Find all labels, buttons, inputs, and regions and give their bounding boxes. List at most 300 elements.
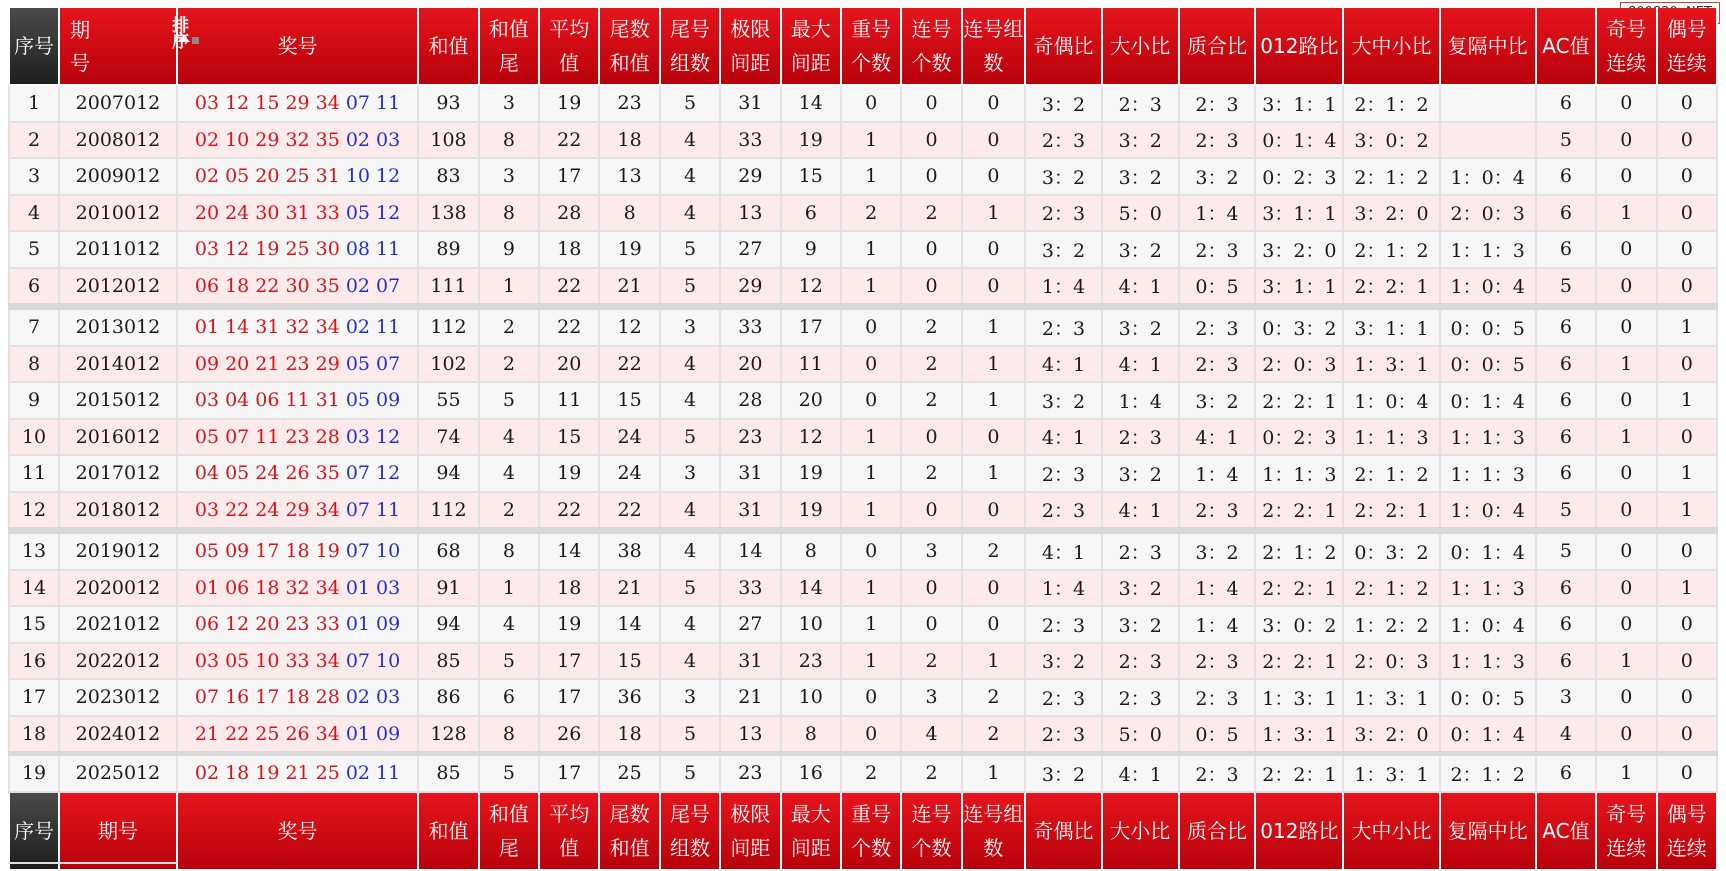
header-period[interactable] xyxy=(59,8,190,85)
front-ball: 18 xyxy=(225,762,250,785)
front-ball: 30 xyxy=(285,274,310,297)
cell-big-mid-small: 3：2：0 xyxy=(1343,195,1439,232)
back-ball: 07 xyxy=(345,92,371,115)
back-ball: 12 xyxy=(376,201,401,224)
table-row xyxy=(9,606,1717,643)
cell-consec-count: 0 xyxy=(901,606,961,643)
footer-consec-groups: 连号组数 xyxy=(962,792,1025,870)
cell-big-mid-small: 2：1：2 xyxy=(1343,570,1439,607)
cell-road012: 0：2：3 xyxy=(1255,158,1343,195)
cell-even-consec: 0 xyxy=(1657,231,1718,268)
cell-consec-groups: 1 xyxy=(962,643,1025,680)
cell-sum-tail: 2 xyxy=(479,307,539,346)
front-ball: 30 xyxy=(315,238,340,261)
front-ball: 29 xyxy=(285,92,310,115)
back-ball: 11 xyxy=(376,762,401,785)
cell-numbers xyxy=(177,492,419,531)
front-ball: 33 xyxy=(285,649,310,672)
front-ball: 34 xyxy=(315,92,340,115)
cell-even-consec: 0 xyxy=(1657,346,1718,383)
footer-odd-consec: 奇号连续 xyxy=(1596,792,1656,870)
back-ball: 10 xyxy=(345,165,371,188)
front-ball: 31 xyxy=(315,389,340,412)
table-row xyxy=(9,231,1717,268)
back-ball: 01 xyxy=(345,613,371,636)
sort-down-arrow-icon[interactable] xyxy=(192,37,199,44)
cell-odd-even: 4：1 xyxy=(1025,419,1102,456)
cell-numbers xyxy=(177,716,419,754)
cell-numbers xyxy=(177,122,419,159)
cell-odd-consec: 0 xyxy=(1596,307,1656,346)
cell-sum: 91 xyxy=(418,570,478,607)
cell-average: 17 xyxy=(539,754,599,792)
cell-tail-sum: 25 xyxy=(599,754,659,792)
footer-repeat-gap-mid: 复隔中比 xyxy=(1440,792,1536,870)
footer-big-mid-small: 大中小比 xyxy=(1343,792,1439,870)
cell-odd-consec: 1 xyxy=(1596,195,1656,232)
cell-consec-count: 2 xyxy=(901,307,961,346)
footer-period: 期号 xyxy=(59,792,177,870)
cell-sum: 83 xyxy=(418,158,478,195)
cell-period: 2024012 xyxy=(59,716,177,754)
cell-repeat-gap-mid: 0：0：5 xyxy=(1440,679,1536,716)
cell-odd-even: 2：3 xyxy=(1025,307,1102,346)
cell-prime-comp: 0：5 xyxy=(1179,716,1256,754)
cell-period: 2008012 xyxy=(59,122,177,159)
front-ball: 30 xyxy=(255,201,280,224)
cell-big-mid-small: 3：2：0 xyxy=(1343,716,1439,754)
cell-repeat-gap-mid: 1：1：3 xyxy=(1440,570,1536,607)
cell-big-small: 3：2 xyxy=(1102,455,1179,492)
front-ball: 05 xyxy=(225,165,250,188)
cell-road012: 2：0：3 xyxy=(1255,346,1343,383)
cell-odd-even: 4：1 xyxy=(1025,346,1102,383)
cell-tail-groups: 4 xyxy=(660,492,720,531)
footer-divider xyxy=(8,862,178,870)
cell-tail-groups: 5 xyxy=(660,419,720,456)
cell-numbers xyxy=(177,643,419,680)
back-ball: 05 xyxy=(345,201,371,224)
cell-numbers xyxy=(177,570,419,607)
cell-sum: 86 xyxy=(418,679,478,716)
header-tail-sum: 尾数和值 xyxy=(599,8,659,85)
cell-range: 13 xyxy=(720,195,780,232)
cell-prime-comp: 2：3 xyxy=(1179,307,1256,346)
sort-up-arrow-icon[interactable] xyxy=(178,35,190,42)
cell-big-mid-small: 3：1：1 xyxy=(1343,307,1439,346)
front-ball: 02 xyxy=(194,128,220,151)
cell-repeat-count: 1 xyxy=(841,455,901,492)
cell-tail-groups: 4 xyxy=(660,195,720,232)
cell-big-small: 2：3 xyxy=(1102,643,1179,680)
cell-ac: 6 xyxy=(1536,606,1596,643)
header-consec-groups: 连号组数 xyxy=(962,8,1025,85)
cell-ac: 6 xyxy=(1536,419,1596,456)
cell-seq: 3 xyxy=(9,158,59,195)
cell-max-gap: 14 xyxy=(781,570,841,607)
cell-range: 31 xyxy=(720,455,780,492)
cell-repeat-count: 0 xyxy=(841,531,901,570)
cell-consec-count: 0 xyxy=(901,85,961,122)
cell-range: 21 xyxy=(720,679,780,716)
front-ball: 12 xyxy=(225,613,250,636)
cell-tail-groups: 4 xyxy=(660,606,720,643)
cell-ac: 5 xyxy=(1536,531,1596,570)
cell-consec-groups: 0 xyxy=(962,231,1025,268)
front-ball: 21 xyxy=(285,762,310,785)
front-ball: 09 xyxy=(225,540,250,563)
cell-big-mid-small: 1：2：2 xyxy=(1343,606,1439,643)
cell-odd-even: 2：3 xyxy=(1025,122,1102,159)
table-row xyxy=(9,754,1717,792)
front-ball: 31 xyxy=(285,201,310,224)
cell-period: 2022012 xyxy=(59,643,177,680)
front-ball: 35 xyxy=(315,462,340,485)
cell-repeat-count: 1 xyxy=(841,158,901,195)
back-ball: 02 xyxy=(345,762,371,785)
footer-even-consec: 偶号连续 xyxy=(1657,792,1718,870)
table-row xyxy=(9,307,1717,346)
front-ball: 03 xyxy=(194,649,220,672)
header-row xyxy=(9,8,1717,85)
cell-average: 19 xyxy=(539,455,599,492)
cell-big-small: 3：2 xyxy=(1102,606,1179,643)
front-ball: 10 xyxy=(255,649,280,672)
cell-sum-tail: 8 xyxy=(479,716,539,754)
cell-sum: 138 xyxy=(418,195,478,232)
cell-tail-groups: 3 xyxy=(660,455,720,492)
front-ball: 35 xyxy=(315,128,340,151)
front-ball: 06 xyxy=(194,274,220,297)
cell-prime-comp: 4：1 xyxy=(1179,419,1256,456)
lottery-history-table-container xyxy=(8,8,1718,871)
front-ball: 21 xyxy=(255,352,280,375)
cell-odd-even: 3：2 xyxy=(1025,85,1102,122)
cell-tail-sum: 15 xyxy=(599,643,659,680)
back-ball: 07 xyxy=(345,540,371,563)
cell-period: 2013012 xyxy=(59,307,177,346)
cell-ac: 6 xyxy=(1536,570,1596,607)
cell-tail-sum: 18 xyxy=(599,716,659,754)
cell-average: 28 xyxy=(539,195,599,232)
cell-repeat-gap-mid: 1：1：3 xyxy=(1440,419,1536,456)
cell-seq: 12 xyxy=(9,492,59,531)
cell-even-consec: 1 xyxy=(1657,382,1718,419)
cell-sum: 128 xyxy=(418,716,478,754)
cell-repeat-count: 0 xyxy=(841,679,901,716)
cell-sum-tail: 2 xyxy=(479,346,539,383)
header-average: 平均值 xyxy=(539,8,599,85)
cell-odd-consec: 0 xyxy=(1596,455,1656,492)
footer-header-row xyxy=(9,792,1717,870)
back-ball: 11 xyxy=(376,498,401,521)
cell-odd-even: 2：3 xyxy=(1025,195,1102,232)
cell-road012: 3：1：1 xyxy=(1255,195,1343,232)
cell-repeat-count: 2 xyxy=(841,754,901,792)
header-period-label: 期 号 xyxy=(70,18,91,75)
cell-numbers xyxy=(177,307,419,346)
cell-repeat-gap-mid: 0：0：5 xyxy=(1440,346,1536,383)
cell-road012: 3：1：1 xyxy=(1255,268,1343,307)
front-ball: 21 xyxy=(194,722,220,745)
cell-tail-sum: 24 xyxy=(599,455,659,492)
back-ball: 07 xyxy=(345,498,371,521)
cell-even-consec: 0 xyxy=(1657,716,1718,754)
cell-consec-groups: 1 xyxy=(962,346,1025,383)
cell-big-small: 1：4 xyxy=(1102,382,1179,419)
cell-road012: 3：2：0 xyxy=(1255,231,1343,268)
cell-range: 33 xyxy=(720,307,780,346)
cell-consec-count: 0 xyxy=(901,231,961,268)
front-ball: 25 xyxy=(255,722,280,745)
front-ball: 22 xyxy=(255,274,280,297)
cell-odd-consec: 0 xyxy=(1596,85,1656,122)
cell-big-small: 4：1 xyxy=(1102,346,1179,383)
cell-even-consec: 0 xyxy=(1657,85,1718,122)
cell-sum-tail: 4 xyxy=(479,419,539,456)
cell-even-consec: 0 xyxy=(1657,754,1718,792)
header-range: 极限间距 xyxy=(720,8,780,85)
cell-max-gap: 9 xyxy=(781,231,841,268)
cell-tail-groups: 4 xyxy=(660,531,720,570)
cell-range: 27 xyxy=(720,606,780,643)
cell-big-small: 2：3 xyxy=(1102,419,1179,456)
cell-max-gap: 19 xyxy=(781,122,841,159)
front-ball: 18 xyxy=(285,540,310,563)
front-ball: 22 xyxy=(225,722,250,745)
footer-consec-count: 连号个数 xyxy=(901,792,961,870)
front-ball: 06 xyxy=(255,389,280,412)
cell-even-consec: 0 xyxy=(1657,643,1718,680)
cell-tail-sum: 15 xyxy=(599,382,659,419)
cell-max-gap: 17 xyxy=(781,307,841,346)
cell-sum-tail: 8 xyxy=(479,195,539,232)
cell-range: 13 xyxy=(720,716,780,754)
front-ball: 25 xyxy=(285,165,310,188)
cell-even-consec: 1 xyxy=(1657,455,1718,492)
cell-repeat-count: 1 xyxy=(841,419,901,456)
cell-repeat-count: 0 xyxy=(841,85,901,122)
header-repeat-count: 重号个数 xyxy=(841,8,901,85)
cell-big-small: 2：3 xyxy=(1102,531,1179,570)
cell-sum-tail: 1 xyxy=(479,570,539,607)
cell-tail-sum: 14 xyxy=(599,606,659,643)
cell-road012: 2：2：1 xyxy=(1255,754,1343,792)
sort-button[interactable]: 排序 xyxy=(172,16,190,52)
cell-road012: 2：2：1 xyxy=(1255,643,1343,680)
cell-period: 2015012 xyxy=(59,382,177,419)
cell-period: 2018012 xyxy=(59,492,177,531)
cell-odd-even: 3：2 xyxy=(1025,643,1102,680)
cell-road012: 1：1：3 xyxy=(1255,455,1343,492)
cell-tail-groups: 5 xyxy=(660,231,720,268)
cell-average: 20 xyxy=(539,346,599,383)
cell-tail-groups: 5 xyxy=(660,754,720,792)
cell-even-consec: 1 xyxy=(1657,307,1718,346)
front-ball: 20 xyxy=(255,613,280,636)
cell-period: 2012012 xyxy=(59,268,177,307)
cell-seq: 8 xyxy=(9,346,59,383)
cell-average: 26 xyxy=(539,716,599,754)
cell-big-small: 2：3 xyxy=(1102,85,1179,122)
cell-consec-groups: 0 xyxy=(962,570,1025,607)
cell-max-gap: 8 xyxy=(781,531,841,570)
front-ball: 07 xyxy=(225,425,250,448)
cell-average: 19 xyxy=(539,85,599,122)
cell-road012: 3：0：2 xyxy=(1255,606,1343,643)
cell-consec-groups: 0 xyxy=(962,158,1025,195)
cell-average: 15 xyxy=(539,419,599,456)
cell-repeat-gap-mid: 1：1：3 xyxy=(1440,455,1536,492)
cell-average: 18 xyxy=(539,231,599,268)
cell-odd-consec: 0 xyxy=(1596,231,1656,268)
header-seq: 序号 xyxy=(9,8,59,85)
front-ball: 35 xyxy=(315,274,340,297)
cell-consec-groups: 0 xyxy=(962,85,1025,122)
cell-big-small: 5：0 xyxy=(1102,716,1179,754)
cell-repeat-gap-mid: 0：1：4 xyxy=(1440,531,1536,570)
cell-sum: 94 xyxy=(418,455,478,492)
cell-range: 31 xyxy=(720,85,780,122)
cell-repeat-count: 1 xyxy=(841,122,901,159)
header-ac: AC值 xyxy=(1536,8,1596,85)
front-ball: 22 xyxy=(225,498,250,521)
footer-tail-groups: 尾号组数 xyxy=(660,792,720,870)
cell-repeat-count: 2 xyxy=(841,195,901,232)
cell-sum: 108 xyxy=(418,122,478,159)
front-ball: 09 xyxy=(194,352,220,375)
back-ball: 05 xyxy=(345,389,371,412)
cell-sum: 68 xyxy=(418,531,478,570)
cell-seq: 19 xyxy=(9,754,59,792)
back-ball: 01 xyxy=(345,576,371,599)
cell-odd-even: 2：3 xyxy=(1025,606,1102,643)
table-row xyxy=(9,455,1717,492)
cell-big-mid-small: 1：3：1 xyxy=(1343,679,1439,716)
cell-repeat-count: 0 xyxy=(841,716,901,754)
cell-odd-consec: 1 xyxy=(1596,754,1656,792)
cell-consec-count: 2 xyxy=(901,754,961,792)
cell-tail-sum: 21 xyxy=(599,268,659,307)
table-row xyxy=(9,492,1717,531)
cell-consec-groups: 0 xyxy=(962,492,1025,531)
cell-period: 2019012 xyxy=(59,531,177,570)
cell-odd-even: 2：3 xyxy=(1025,492,1102,531)
footer-seq: 序号 xyxy=(9,792,59,870)
front-ball: 02 xyxy=(194,165,220,188)
cell-consec-groups: 0 xyxy=(962,606,1025,643)
cell-average: 17 xyxy=(539,679,599,716)
cell-period: 2014012 xyxy=(59,346,177,383)
cell-repeat-gap-mid: 1：0：4 xyxy=(1440,492,1536,531)
front-ball: 34 xyxy=(315,576,340,599)
cell-consec-groups: 2 xyxy=(962,531,1025,570)
front-ball: 25 xyxy=(285,238,310,261)
cell-tail-groups: 4 xyxy=(660,643,720,680)
back-ball: 03 xyxy=(376,576,401,599)
front-ball: 12 xyxy=(225,92,250,115)
cell-big-small: 4：1 xyxy=(1102,754,1179,792)
front-ball: 05 xyxy=(194,425,220,448)
cell-sum: 94 xyxy=(418,606,478,643)
cell-big-small: 4：1 xyxy=(1102,492,1179,531)
cell-odd-consec: 1 xyxy=(1596,346,1656,383)
cell-odd-even: 3：2 xyxy=(1025,231,1102,268)
header-sum-tail: 和值尾 xyxy=(479,8,539,85)
cell-consec-count: 4 xyxy=(901,716,961,754)
cell-tail-sum: 8 xyxy=(599,195,659,232)
front-ball: 12 xyxy=(225,238,250,261)
cell-big-small: 3：2 xyxy=(1102,158,1179,195)
cell-tail-groups: 4 xyxy=(660,158,720,195)
table-row xyxy=(9,382,1717,419)
cell-range: 31 xyxy=(720,492,780,531)
footer-tail-sum: 尾数和值 xyxy=(599,792,659,870)
table-row xyxy=(9,570,1717,607)
front-ball: 24 xyxy=(255,498,280,521)
cell-ac: 5 xyxy=(1536,122,1596,159)
cell-sum-tail: 5 xyxy=(479,754,539,792)
cell-even-consec: 1 xyxy=(1657,492,1718,531)
cell-max-gap: 10 xyxy=(781,679,841,716)
cell-even-consec: 0 xyxy=(1657,268,1718,307)
cell-max-gap: 15 xyxy=(781,158,841,195)
cell-big-mid-small: 2：1：2 xyxy=(1343,158,1439,195)
cell-big-mid-small: 2：1：2 xyxy=(1343,231,1439,268)
front-ball: 23 xyxy=(285,352,310,375)
cell-seq: 9 xyxy=(9,382,59,419)
table-row xyxy=(9,85,1717,122)
cell-repeat-count: 0 xyxy=(841,346,901,383)
cell-tail-sum: 18 xyxy=(599,122,659,159)
front-ball: 03 xyxy=(194,498,220,521)
cell-repeat-gap-mid xyxy=(1440,85,1536,122)
cell-ac: 6 xyxy=(1536,754,1596,792)
cell-odd-even: 2：3 xyxy=(1025,455,1102,492)
cell-sum-tail: 2 xyxy=(479,492,539,531)
cell-ac: 6 xyxy=(1536,158,1596,195)
cell-average: 14 xyxy=(539,531,599,570)
cell-prime-comp: 2：3 xyxy=(1179,231,1256,268)
cell-road012: 1：3：1 xyxy=(1255,679,1343,716)
cell-range: 29 xyxy=(720,158,780,195)
cell-numbers xyxy=(177,195,419,232)
cell-average: 22 xyxy=(539,122,599,159)
footer-numbers: 奖号 xyxy=(177,792,419,870)
header-odd-consec: 奇号连续 xyxy=(1596,8,1656,85)
cell-numbers xyxy=(177,346,419,383)
cell-max-gap: 6 xyxy=(781,195,841,232)
front-ball: 18 xyxy=(225,274,250,297)
cell-sum: 89 xyxy=(418,231,478,268)
cell-prime-comp: 1：4 xyxy=(1179,606,1256,643)
cell-max-gap: 20 xyxy=(781,382,841,419)
table-row xyxy=(9,122,1717,159)
front-ball: 17 xyxy=(255,686,280,709)
table-row xyxy=(9,531,1717,570)
cell-max-gap: 8 xyxy=(781,716,841,754)
front-ball: 29 xyxy=(285,498,310,521)
cell-seq: 7 xyxy=(9,307,59,346)
front-ball: 05 xyxy=(225,649,250,672)
header-numbers: 奖号 xyxy=(177,8,419,85)
cell-prime-comp: 1：4 xyxy=(1179,455,1256,492)
cell-repeat-count: 1 xyxy=(841,268,901,307)
cell-prime-comp: 1：4 xyxy=(1179,570,1256,607)
cell-repeat-gap-mid xyxy=(1440,122,1536,159)
cell-repeat-gap-mid: 1：0：4 xyxy=(1440,268,1536,307)
cell-numbers xyxy=(177,531,419,570)
